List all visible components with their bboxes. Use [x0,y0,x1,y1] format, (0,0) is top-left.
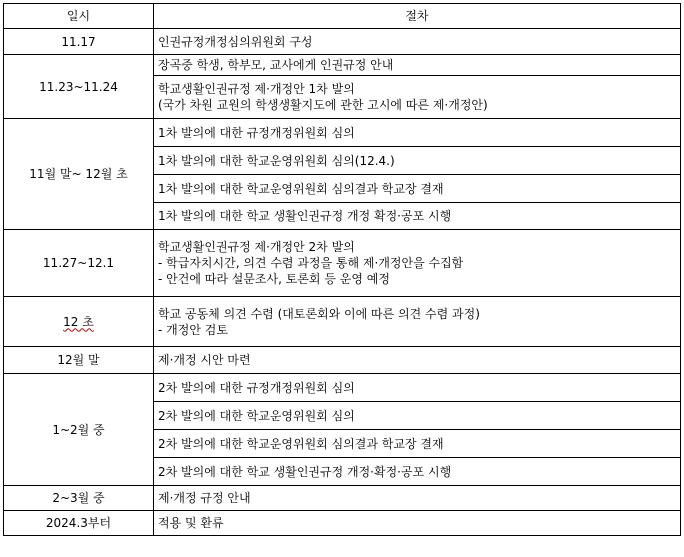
step-cell [154,402,681,430]
step-cell [154,230,681,297]
step-line: 2차 발의에 대한 학교운영위원회 심의 [158,408,355,423]
step-line: 1차 발의에 대한 규정개정위원회 심의 [158,125,355,140]
step-cell [154,374,681,402]
schedule-table [3,3,681,536]
step-cell [154,175,681,203]
date-cell: 2~3월 중 [4,486,154,511]
schedule-body [4,29,681,536]
step-line: 2차 발의에 대한 규정개정위원회 심의 [158,380,355,395]
step-cell [154,203,681,230]
step-cell [154,458,681,486]
step-line: 학교 공동체 의견 수렴 (대토론회와 이에 따른 의견 수렴 과정) [158,306,480,321]
header-date: 일시 [4,4,154,29]
step-cell [154,76,681,119]
date-text: 12 초 [63,314,94,329]
step-cell [154,347,681,374]
step-line: 학교생활인권규정 제·개정안 1차 발의 [158,82,355,96]
date-cell: 12월 말 [4,347,154,374]
step-cell [154,511,681,536]
step-line: 제·개정 시안 마련 [158,353,251,367]
step-cell [154,486,681,511]
date-cell: 11.17 [4,29,154,55]
date-cell: 11.27~12.1 [4,230,154,297]
step-line: (국가 차원 교원의 학생생활지도에 관한 고시에 따른 제·개정안) [158,98,488,112]
date-cell: 11.23~11.24 [4,55,154,119]
step-line: 1차 발의에 대한 학교운영위원회 심의결과 학교장 결재 [158,181,444,196]
step-line: 2차 발의에 대한 학교운영위원회 심의결과 학교장 결재 [158,436,444,451]
step-line: 2차 발의에 대한 학교 생활인권규정 개정·확정·공포 시행 [158,464,452,479]
step-cell [154,29,681,55]
date-cell: 11월 말~ 12월 초 [4,119,154,230]
step-line: 장곡중 학생, 학부모, 교사에게 인권규정 안내 [158,58,394,72]
step-line: 학교생활인권규정 제·개정안 2차 발의 [158,240,355,254]
step-cell [154,55,681,76]
step-cell [154,430,681,458]
date-cell: 2024.3부터 [4,511,154,536]
step-line: 1차 발의에 대한 학교운영위원회 심의(12.4.) [158,153,395,168]
step-cell [154,297,681,347]
step-line: 인권규정개정심의위원회 구성 [158,34,313,49]
step-cell [154,147,681,175]
step-line: - 개정안 검토 [158,322,228,337]
date-cell: 1~2월 중 [4,374,154,486]
date-cell [4,297,154,347]
step-line: - 학급자치시간, 의견 수렴 과정을 통해 제·개정안을 수집함 [158,256,464,270]
step-line: 적용 및 환류 [158,516,224,530]
header-procedure: 절차 [154,4,681,29]
step-line: 제·개정 규정 안내 [158,491,251,505]
step-line: 1차 발의에 대한 학교 생활인권규정 개정 확정·공포 시행 [158,209,452,223]
step-cell [154,119,681,147]
step-line: - 안건에 따라 설문조사, 토론회 등 운영 예정 [158,272,390,286]
